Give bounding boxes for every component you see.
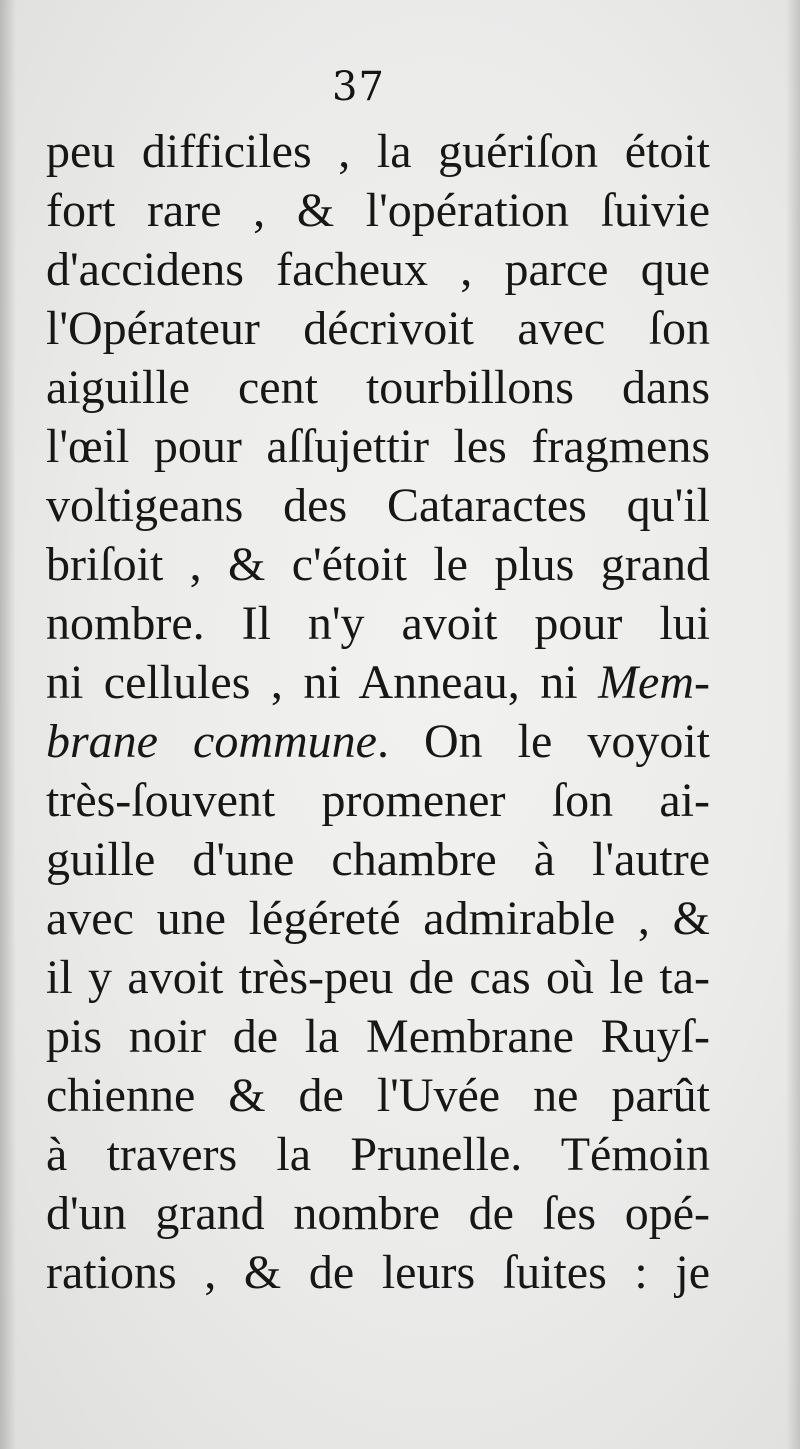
text-line: avec une légéreté admirable , & [46,892,710,945]
text-line: il y avoit très-peu de cas où le ta- [46,951,710,1004]
text-line: rations , & de leurs ſuites : je [46,1246,710,1299]
text-line: l'œil pour aſſujettir les fragmens [46,420,710,473]
text-line: nombre. Il n'y avoit pour lui [46,597,710,650]
text-line: chienne & de l'Uvée ne parût [46,1069,710,1122]
text-line: très-ſouvent promener ſon ai- [46,774,710,827]
text-line: d'accidens facheux , parce que [46,243,710,296]
text-line: fort rare , & l'opération ſuivie [46,184,710,237]
text-line: peu difficiles , la guériſon étoit [46,125,710,178]
text-line: l'Opérateur décrivoit avec ſon [46,302,710,355]
text-line: à travers la Prunelle. Témoin [46,1128,710,1181]
text-line: briſoit , & c'étoit le plus grand [46,538,710,591]
text-line: guille d'une chambre à l'autre [46,833,710,886]
page-right-edge-shadow [786,0,800,1449]
page-number: 37 [332,64,385,110]
italic-term: brane commune [46,715,377,768]
text-line: pis noir de la Membrane Ruyſ- [46,1010,710,1063]
text-segment: ni cellules , ni Anneau, ni [46,656,599,709]
text-line: aiguille cent tourbillons dans [46,361,710,414]
text-line [46,653,710,712]
italic-term: Mem- [598,656,710,709]
body-text [46,122,710,1302]
text-line: voltigeans des Cataractes qu'il [46,479,710,532]
text-segment: . On le voyoit [376,715,710,768]
text-line [46,712,710,771]
page-left-edge-shadow [0,0,16,1449]
text-line: d'un grand nombre de ſes opé- [46,1187,710,1240]
